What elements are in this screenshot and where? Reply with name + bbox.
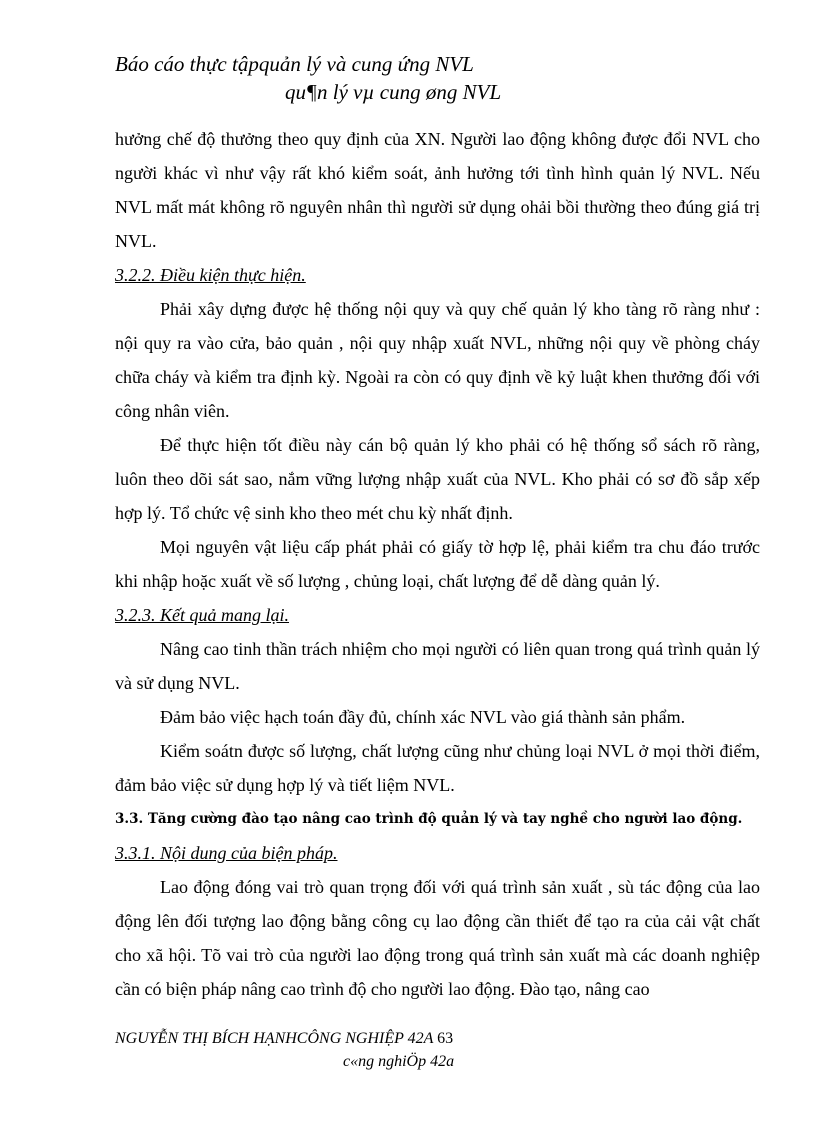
page-header-subtitle: qu¶n lý vµ cung øng NVL bbox=[285, 80, 502, 104]
section-heading-3-2-3: 3.2.3. Kết quả mang lại. bbox=[115, 605, 289, 625]
paragraph: Kiểm soátn được số lượng, chất lượng cũng như chủng loại NVL ở mọi thời điểm, đảm bảo việc sử dụng hợp lý và tiết liệm NVL. bbox=[115, 741, 760, 795]
page-header-title: Báo cáo thực tậpquản lý và cung ứng NVL bbox=[115, 52, 474, 76]
section-heading-3-3-1: 3.3.1. Nội dung của biện pháp. bbox=[115, 843, 338, 863]
paragraph-continued: hưởng chế độ thưởng theo quy định của XN. Người lao động không được đổi NVL cho người khác vì như vậy rất khó kiểm soát, ảnh hưởng tới tình hình quản lý NVL. Nếu NVL mất mát không rõ nguyên nhân thì người sử dụng ohải bồi thường theo đúng giá trị NVL. bbox=[115, 129, 760, 251]
page-footer-author bbox=[115, 1030, 453, 1048]
paragraph: Lao động đóng vai trò quan trọng đối với quá trình sản xuất , sù tác động của lao động lên đối tượng lao động bằng công cụ lao động cần thiết để tạo ra của cải vật chất cho xã hội. Tõ vai trò của người lao động trong quá trình sản xuất mà các doanh nghiệp cần có biện pháp nâng cao trình độ cho người lao động. Đào tạo, nâng cao bbox=[115, 877, 760, 999]
paragraph: Để thực hiện tốt điều này cán bộ quản lý kho phải có hệ thống sổ sách rõ ràng, luôn theo dõi sát sao, nắm vững lượng nhập xuất của NVL. Kho phải có sơ đồ sắp xếp hợp lý. Tổ chức vệ sinh kho theo mét chu kỳ nhất định. bbox=[115, 435, 760, 523]
page-number: 63 bbox=[437, 1030, 454, 1047]
section-heading-3-3: 3.3. Tăng cường đào tạo nâng cao trình độ quản lý và tay nghề cho người lao động. bbox=[115, 811, 743, 827]
paragraph: Đảm bảo việc hạch toán đầy đủ, chính xác NVL vào giá thành sản phẩm. bbox=[160, 707, 686, 727]
paragraph: Phải xây dựng được hệ thống nội quy và quy chế quản lý kho tàng rõ ràng như : nội quy ra vào cửa, bảo quản , nội quy nhập xuất NVL, những nội quy về phòng cháy chữa cháy và kiểm tra định kỳ. Ngoài ra còn có quy định về kỷ luật khen thưởng đối với công nhân viên. bbox=[115, 299, 760, 421]
section-heading-3-2-2: 3.2.2. Điều kiện thực hiện. bbox=[115, 265, 306, 285]
footer-author-text: NGUYỄN THỊ BÍCH HẠNHCÔNG NGHIỆP 42A bbox=[115, 1030, 434, 1047]
document-body bbox=[115, 122, 760, 1006]
paragraph: Mọi nguyên vật liệu cấp phát phải có giấy tờ hợp lệ, phải kiểm tra chu đáo trước khi nhập hoặc xuất về số lượng , chủng loại, chất lượng để dễ dàng quản lý. bbox=[115, 537, 760, 591]
paragraph: Nâng cao tinh thần trách nhiệm cho mọi người có liên quan trong quá trình quản lý và sử dụng NVL. bbox=[115, 639, 760, 693]
page-footer-class: c«ng nghiÖp 42a bbox=[343, 1053, 455, 1070]
